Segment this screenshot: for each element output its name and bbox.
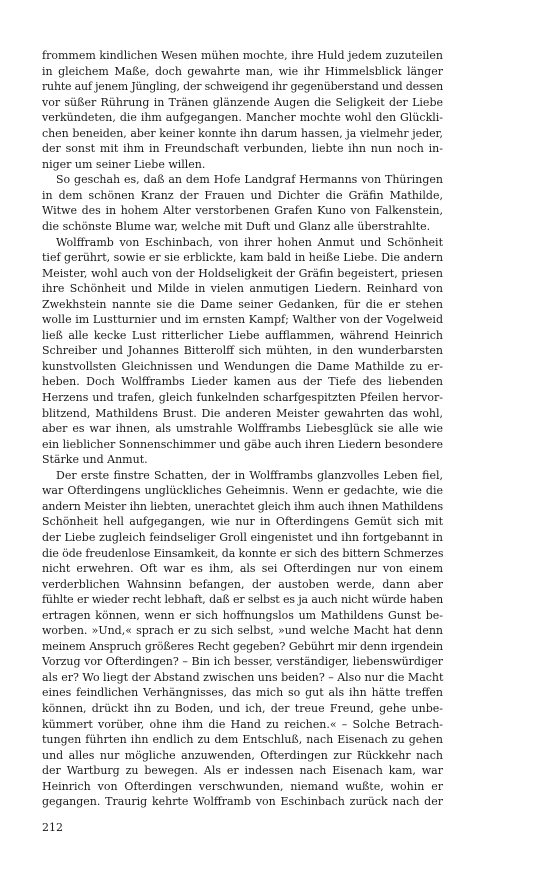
text-line: der Liebe zugleich feindseliger Groll eingenistet und ihn fortgebannt in: [42, 530, 443, 544]
text-line: wolle im Lustturnier und im ernsten Kampf; Walther von der Vogelweid: [42, 313, 443, 327]
text-line: Herzens und trafen, gleich funkelnden scharfgespitzten Pfeilen hervor-: [42, 391, 443, 405]
text-line: können, drückt ihn zu Boden, und ich, der treue Freund, gehe unbe-: [42, 701, 443, 715]
text-line: Schreiber und Johannes Bitterolff sich mühten, in den wunderbarsten: [42, 344, 443, 358]
text-line: Witwe des in hohem Alter verstorbenen Grafen Kuno von Falkenstein,: [42, 204, 443, 218]
text-line: niger um seiner Liebe willen.: [42, 157, 206, 171]
text-line: gegangen. Traurig kehrte Wolfframb von Eschinbach zurück nach der: [42, 795, 443, 809]
text-line: die schönste Blume war, welche mit Duft und Glanz alle überstrahlte.: [42, 220, 431, 234]
text-line: Der erste finstre Schatten, der in Wolfframbs glanzvolles Leben fiel,: [56, 468, 443, 482]
text-line: ertragen können, wenn er sich hoffnungslos um Mathildens Gunst be-: [42, 608, 443, 622]
text-line: fühlte er wieder recht lebhaft, daß er selbst es ja auch nicht würde haben: [42, 593, 443, 607]
text-line: eines feindlichen Verhängnisses, das mich so gut als ihn hätte treffen: [42, 686, 443, 700]
text-line: und alles nur mögliche anzuwenden, Ofterdingen zur Rückkehr nach: [42, 748, 443, 762]
text-line: Meister, wohl auch von der Holdseligkeit der Gräfin begeistert, priesen: [42, 266, 443, 280]
text-line: der Wartburg zu bewegen. Als er indessen nach Eisenach kam, war: [42, 764, 443, 778]
text-line: So geschah es, daß an dem Hofe Landgraf Hermanns von Thüringen: [56, 173, 443, 187]
text-line: der sonst mit ihm in Freundschaft verbunden, liebte ihn nun noch in-: [42, 142, 443, 156]
text-line: war Ofterdingens unglückliches Geheimnis. Wenn er gedachte, wie die: [42, 484, 443, 498]
text-line: verkündeten, die ihm aufgegangen. Mancher mochte wohl den Glückli-: [42, 111, 443, 125]
text-line: in gleichem Maße, doch gewahrte man, wie ihr Himmelsblick länger: [42, 64, 443, 78]
text-line: Stärke und Anmut.: [42, 453, 148, 467]
text-line: als er? Wo liegt der Abstand zwischen uns beiden? – Also nur die Macht: [42, 670, 444, 684]
page-number: 212: [42, 821, 63, 834]
text-line: Wolfframb von Eschinbach, von ihrer hohen Anmut und Schönheit: [56, 235, 443, 249]
text-line: Zwekhstein nannte sie die Dame seiner Gedanken, für die er stehen: [42, 297, 443, 311]
text-line: blitzend, Mathildens Brust. Die anderen Meister gewahrten das wohl,: [42, 406, 443, 420]
text-line: Schönheit hell aufgegangen, wie nur in Ofterdingens Gemüt sich mit: [42, 515, 443, 529]
text-line: ein lieblicher Sonnenschimmer und gäbe auch ihren Liedern besondere: [42, 437, 443, 451]
text-line: tungen führten ihn endlich zu dem Entschluß, nach Eisenach zu gehen: [42, 733, 443, 747]
text-line: nicht erwehren. Oft war es ihm, als sei Ofterdingen nur von einem: [42, 562, 443, 576]
text-line: kümmert vorüber, ohne ihm die Hand zu reichen.« – Solche Betrach-: [42, 717, 443, 731]
text-line: ruhte auf jenem Jüngling, der schweigend ihr gegenüberstand und dessen: [42, 80, 443, 94]
text-line: chen beneiden, aber keiner konnte ihn darum hassen, ja vielmehr jeder,: [42, 126, 443, 140]
text-line: vor süßer Rührung in Tränen glänzende Augen die Seligkeit der Liebe: [42, 95, 443, 109]
text-line: frommem kindlichen Wesen mühen mochte, ihre Huld jedem zuzuteilen: [42, 49, 443, 62]
text-line: ihre Schönheit und Milde in vielen anmutigen Liedern. Reinhard von: [42, 282, 443, 296]
text-line: die öde freudenlose Einsamkeit, da konnte er sich des bittern Schmerzes: [42, 546, 444, 560]
text-line: kunstvollsten Gleichnissen und Wendungen die Dame Mathilde zu er-: [42, 359, 443, 373]
text-line: meinem Anspruch größeres Recht gegeben? Gebührt mir denn irgendein: [42, 639, 443, 653]
text-line: ließ alle kecke Lust ritterlicher Liebe aufflammen, während Heinrich: [42, 328, 443, 342]
text-line: andern Meister ihn liebten, unerachtet gleich ihm auch ihnen Mathildens: [42, 499, 443, 513]
text-line: verderblichen Wahnsinn befangen, der austoben werde, dann aber: [42, 577, 443, 591]
body-text: [42, 48, 443, 810]
text-line: worben. »Und,« sprach er zu sich selbst, »und welche Macht hat denn: [42, 624, 443, 638]
text-line: in dem schönen Kranz der Frauen und Dichter die Gräfin Mathilde,: [42, 188, 443, 202]
text-line: Vorzug vor Ofterdingen? – Bin ich besser, verständiger, liebenswürdiger: [42, 655, 443, 669]
text-line: aber es war ihnen, als umstrahle Wolfframbs Liebesglück sie alle wie: [42, 422, 443, 436]
text-line: Heinrich von Ofterdingen verschwunden, niemand wußte, wohin er: [42, 779, 443, 793]
text-line: heben. Doch Wolfframbs Lieder kamen aus der Tiefe des liebenden: [42, 375, 443, 389]
text-line: tief gerührt, sowie er sie erblickte, kam bald in heiße Liebe. Die andern: [42, 251, 444, 265]
